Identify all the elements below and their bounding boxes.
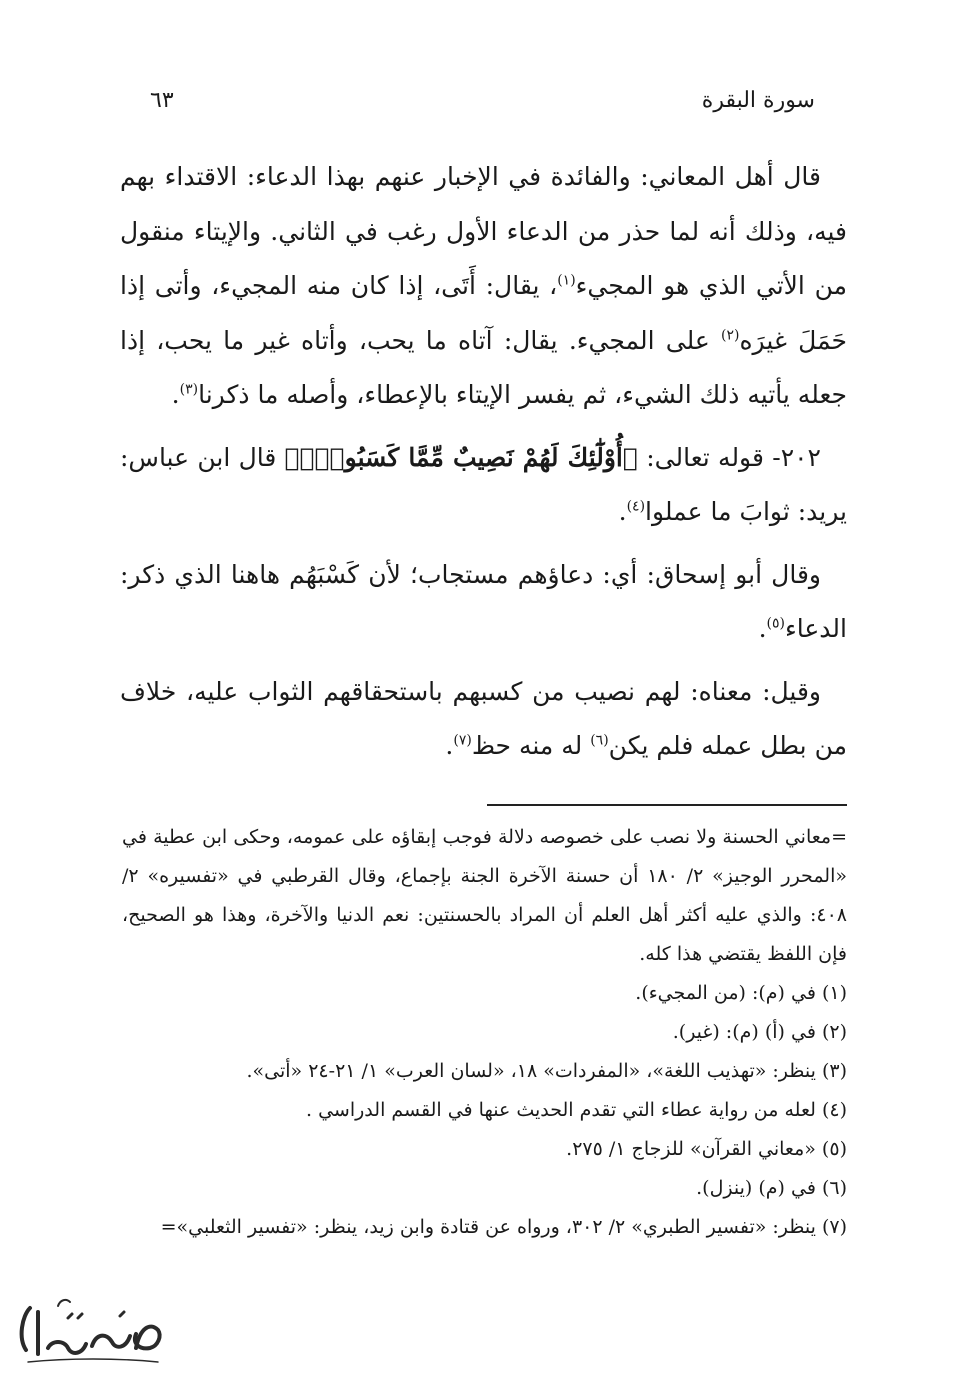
footnote-ref-5[interactable]: (٥) — [766, 615, 786, 632]
paragraph-2-text-b: قال ابن عباس: يريد: ثوابَ ما عملوا — [120, 442, 847, 526]
watermark-logo — [8, 1288, 168, 1370]
paragraph-2-end: . — [618, 497, 627, 526]
paragraph-3-text: وقال أبو إسحاق: أي: دعاؤهم مستجاب؛ لأن كَسْبَهُم هاهنا الذي ذكر: الدعاء — [120, 559, 847, 643]
footnotes — [122, 818, 847, 1247]
footnote-1: (١) في (م): (من المجيء). — [635, 982, 847, 1004]
paragraph-4-end: . — [445, 731, 454, 760]
paragraph-1 — [120, 150, 847, 423]
paragraph-1-text-a: قال أهل المعاني: والفائدة في الإخبار عنهم بهذا الدعاء: الاقتداء بهم فيه، وذلك أنه لما حذر من الدعاء الأول رغب في الثاني. والإيتاء منقول من الأتي الذي هو المجيء — [120, 162, 847, 300]
footnote-ref-7[interactable]: (٧) — [453, 732, 472, 749]
footnote-ref-3[interactable]: (٣) — [179, 381, 199, 398]
paragraph-3-end: . — [758, 614, 767, 643]
footnote-5: (٥) «معاني القرآن» للزجاج ١/ ٢٧٥. — [566, 1138, 847, 1160]
footnote-continuation: =معاني الحسنة ولا نصب على خصوصه دلالة فوجب إبقاؤه على عمومه، وحكى ابن عطية في «المحرر الوجيز» ٢/ ١٨٠ أن حسنة الآخرة الجنة بإجماع، وقال القرطبي في «تفسيره» ٢/ ٤٠٨: والذي عليه أكثر أهل العلم أن المراد بالحسنتين: نعم الدنيا والآخرة، وهذا هو الصحيح، فإن اللفظ يقتضي هذا كله. — [122, 826, 847, 965]
paragraph-4 — [120, 665, 847, 774]
footnote-3: (٣) ينظر: «تهذيب اللغة»، «المفردات» ١٨، «لسان العرب» ١/ ٢١-٢٤ «أتى». — [246, 1060, 847, 1082]
paragraph-2 — [120, 431, 847, 540]
quran-verse: ﴿أُوْلَٰٓئِكَ لَهُمْ نَصِيبٌ مِّمَّا كَسَبُواْۚ﴾ — [284, 442, 638, 472]
verse-number-intro: ٢٠٢- قوله تعالى: — [637, 442, 821, 472]
paragraph-3 — [120, 548, 847, 657]
footnote-ref-6[interactable]: (٦) — [590, 732, 609, 749]
paragraph-1-text-c: على المجيء. يقال: آتاه ما يحب، وأتاه غير ما يحب، إذا جعله يأتيه ذلك الشيء، ثم يفسر الإيتاء بالإعطاء، وأصله ما ذكرنا — [120, 325, 847, 409]
footnote-separator — [487, 804, 847, 806]
main-text — [120, 150, 847, 782]
footnote-6: (٦) في (م) (ينزل). — [696, 1177, 847, 1199]
page-number: ٦٣ — [150, 87, 174, 113]
footnote-ref-1[interactable]: (١) — [557, 272, 576, 289]
footnote-4: (٤) لعله من رواية عطاء التي تقدم الحديث عنها في القسم الدراسي . — [306, 1099, 847, 1121]
paragraph-4-text-b: له منه حظ — [471, 731, 591, 760]
footnote-ref-2[interactable]: (٢) — [720, 327, 740, 344]
footnote-7: (٧) ينظر: «تفسير الطبري» ٢/ ٣٠٢، ورواه عن قتادة وابن زيد، ينظر: «تفسير الثعلبي»= — [160, 1216, 847, 1238]
page-header — [150, 82, 815, 118]
footnote-2: (٢) في (أ) (م): (غير). — [672, 1021, 847, 1043]
footnote-ref-4[interactable]: (٤) — [626, 498, 646, 515]
paragraph-1-text-b: ، يقال: أَتَى، إذا كان منه المجيء، وأتى إذا حَمَلَ غيرَه — [120, 271, 848, 355]
paragraph-1-end: . — [171, 380, 180, 409]
chapter-title: سورة البقرة — [701, 87, 815, 113]
paragraph-4-text-a: وقيل: معناه: لهم نصيب من كسبهم باستحقاقهم الثواب عليه، خلاف من بطل عمله فلم يكن — [120, 676, 847, 760]
